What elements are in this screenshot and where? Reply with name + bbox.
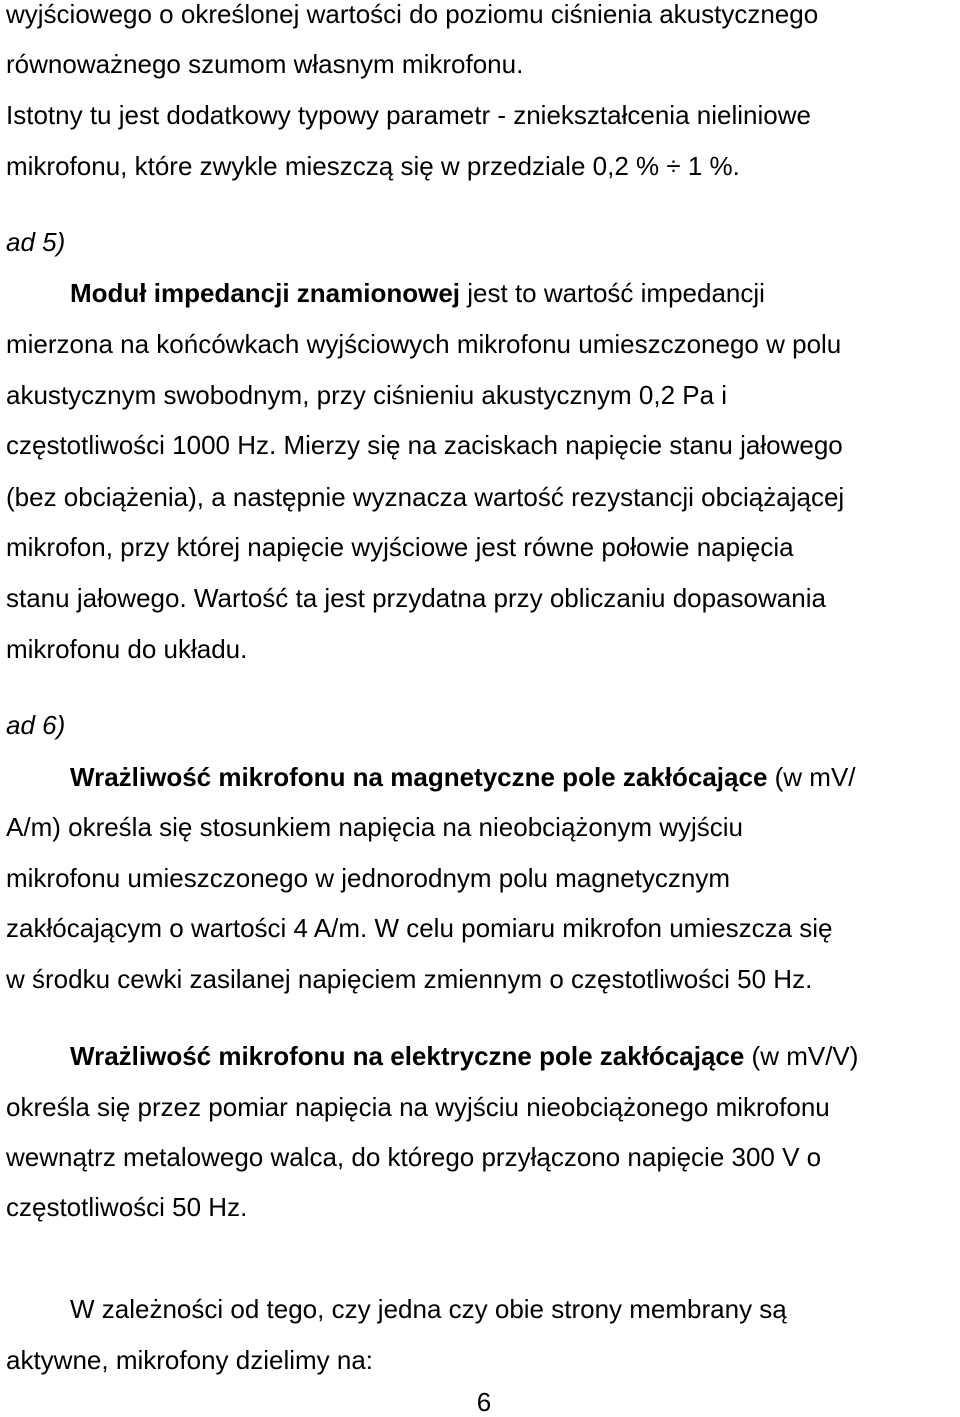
- text-line: mikrofonu do układu.: [6, 634, 248, 664]
- defined-term: Wrażliwość mikrofonu na magnetyczne pole zakłócające: [70, 762, 768, 792]
- section-label: ad 6): [6, 710, 66, 740]
- text-run: (w mV/: [767, 762, 856, 792]
- paragraph-first-line: [70, 1041, 858, 1071]
- defined-term: Moduł impedancji znamionowej: [70, 278, 461, 308]
- text-line: akustycznym swobodnym, przy ciśnieniu akustycznym 0,2 Pa i: [6, 380, 728, 410]
- paragraph-first-line: [70, 762, 856, 792]
- text-line: wewnątrz metalowego walca, do którego przyłączono napięcie 300 V o: [6, 1142, 822, 1172]
- text-line: wyjściowego o określonej wartości do poziomu ciśnienia akustycznego: [6, 0, 819, 29]
- text-line: mikrofon, przy której napięcie wyjściowe jest równe połowie napięcia: [6, 532, 794, 562]
- text-line: stanu jałowego. Wartość ta jest przydatna przy obliczaniu dopasowania: [6, 583, 826, 613]
- text-line: mierzona na końcówkach wyjściowych mikrofonu umieszczonego w polu: [6, 329, 842, 359]
- text-line: (bez obciążenia), a następnie wyznacza wartość rezystancji obciążającej: [6, 482, 845, 512]
- defined-term: Wrażliwość mikrofonu na elektryczne pole zakłócające: [70, 1041, 745, 1071]
- text-line: częstotliwości 50 Hz.: [6, 1192, 248, 1222]
- text-line: Istotny tu jest dodatkowy typowy parametr - zniekształcenia nieliniowe: [6, 100, 811, 130]
- text-run: jest to wartość impedancji: [460, 278, 765, 308]
- text-run: (w mV/V): [744, 1041, 859, 1071]
- text-line: mikrofonu, które zwykle mieszczą się w przedziale 0,2 % ÷ 1 %.: [6, 151, 740, 181]
- text-line: w środku cewki zasilanej napięciem zmiennym o częstotliwości 50 Hz.: [6, 964, 813, 994]
- text-line: częstotliwości 1000 Hz. Mierzy się na zaciskach napięcie stanu jałowego: [6, 430, 843, 460]
- paragraph-first-line: W zależności od tego, czy jedna czy obie strony membrany są: [70, 1294, 787, 1324]
- page-number: 6: [476, 1387, 492, 1417]
- section-label: ad 5): [6, 227, 66, 257]
- text-line: A/m) określa się stosunkiem napięcia na nieobciążonym wyjściu: [6, 812, 743, 842]
- text-line: aktywne, mikrofony dzielimy na:: [6, 1345, 374, 1375]
- text-line: mikrofonu umieszczonego w jednorodnym polu magnetycznym: [6, 863, 731, 893]
- paragraph-first-line: [70, 278, 765, 308]
- text-line: zakłócającym o wartości 4 A/m. W celu pomiaru mikrofon umieszcza się: [6, 913, 833, 943]
- text-line: równoważnego szumom własnym mikrofonu.: [6, 49, 524, 79]
- text-line: określa się przez pomiar napięcia na wyjściu nieobciążonego mikrofonu: [6, 1092, 830, 1122]
